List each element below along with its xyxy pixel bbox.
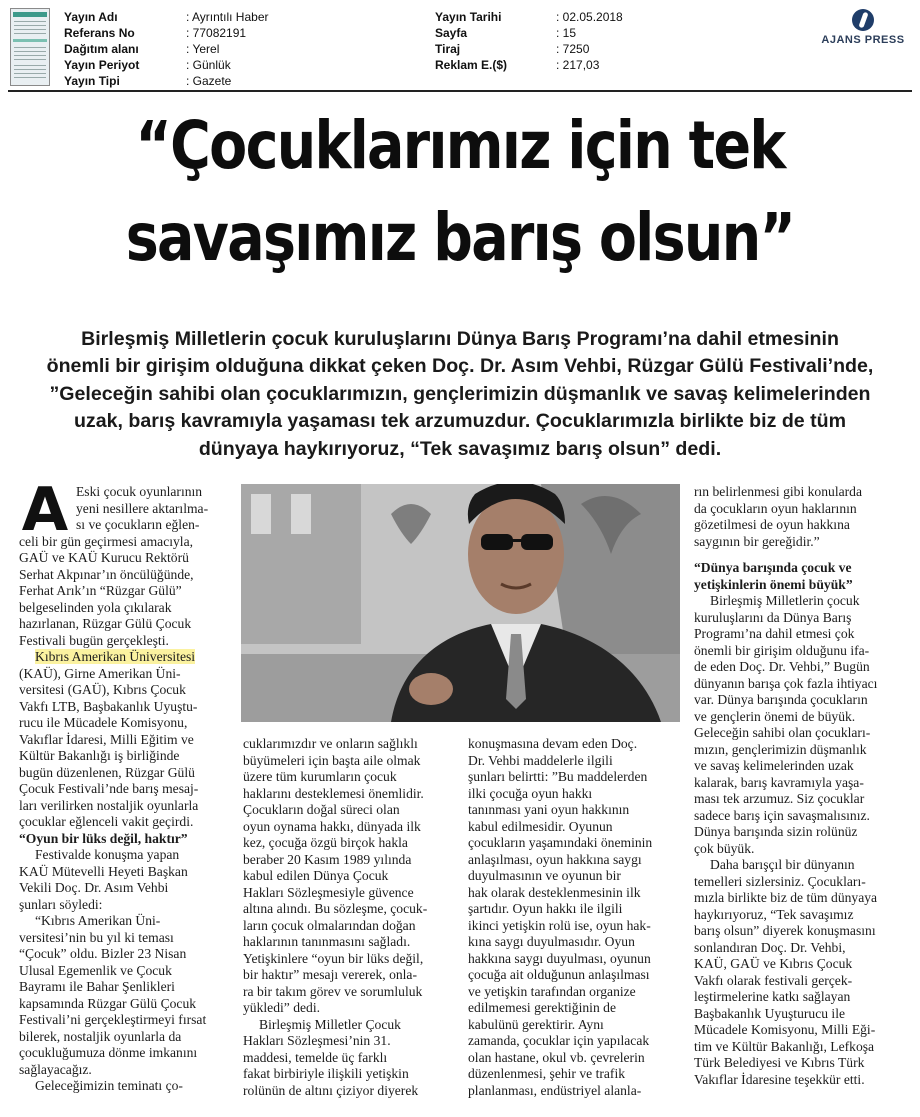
text-line: çocukların yaşamındaki öneminin <box>468 835 653 850</box>
meta-value: : 217,03 <box>556 58 600 72</box>
text-line: sadece barış için savaşmalısınız. <box>694 807 870 823</box>
text-line: Yetişkinlere “oyun bir lüks değil, <box>243 950 424 966</box>
meta-value: : Gazete <box>186 74 232 88</box>
text-line: yükledi” dedi. <box>243 1000 321 1015</box>
ajans-press-logo-icon <box>852 9 874 31</box>
text-line: Birleşmiş Milletlerin çocuk <box>710 593 860 608</box>
text-line: rolünün de altını çiziyor diyerek <box>243 1082 419 1098</box>
text-line: de eden Doç. Dr. Vehbi,” Bugün <box>694 659 870 674</box>
lead-line: Birleşmiş Milletlerin çocuk kuruluşlarını Dünya Barış Programı’na dahil etmesinin <box>81 328 839 350</box>
text-line: cuklarımızdır ve onların sağlıklı <box>243 736 418 751</box>
text-line: Vakfı olarak festivali gerçek- <box>694 972 853 988</box>
text-line: Eski çocuk oyunlarının <box>76 484 203 499</box>
text-line: KAÜ, GAÜ ve Kıbrıs Çocuk <box>694 956 853 971</box>
meta-value: : 7250 <box>556 42 590 56</box>
text-line: düzenlenmesi, şehir ve trafik <box>468 1066 626 1081</box>
highlight-kau: Kıbrıs Amerikan Üniversitesi <box>35 649 196 664</box>
text-line: haklarını desteklemesi önemlidir. <box>243 785 424 801</box>
logo-text: AJANS PRESS <box>821 34 905 46</box>
column-1-intro <box>76 484 208 534</box>
article-photo[interactable] <box>241 484 680 722</box>
text-line: belgeselinden yola çıkılarak <box>19 599 172 615</box>
text-line: sı ve çocukların eğlen- <box>76 517 200 532</box>
text-line: Dünya barışında sizin rolünüz <box>694 824 858 839</box>
text-line: “Kıbrıs Amerikan Üni- <box>35 913 161 928</box>
text-line: Çocuk Festivali’nde barış mesaj- <box>19 781 199 796</box>
text-line: tim ve Kültür Bakanlığı, Lefkoşa <box>694 1038 875 1054</box>
text-line: ların çocuk olmalarından doğan <box>243 917 416 933</box>
text-line: kuruluşlarını da Dünya Barış <box>694 609 852 625</box>
text-line: barış olsun” diyerek konuşmasını <box>694 923 876 938</box>
text-line: kabulünü gerektirir. Aynı <box>468 1016 604 1032</box>
text-line: ra bir takım görev ve sorumluluk <box>243 983 423 999</box>
newspaper-thumbnail[interactable] <box>10 8 50 86</box>
text-line: “Çocuk” oldu. Bizler 23 Nisan <box>19 946 187 961</box>
text-line: dünyanın barışa çok fazla ihtiyacı <box>694 675 878 691</box>
text-line: rın belirlenmesi gibi konularda <box>694 484 862 499</box>
text-line: Kültür Bakanlığı iş birliğinde <box>19 748 180 763</box>
column-4 <box>694 484 877 1088</box>
text-line: ve gençlerin önemi de büyük. <box>694 708 856 724</box>
meta-label: Yayın Periyot <box>64 58 140 72</box>
spacer <box>694 550 877 560</box>
lead-line: dünyaya haykırıyoruz, “Tek savaşımız barış olsun” dedi. <box>198 437 722 460</box>
meta-label: Sayfa <box>435 26 468 40</box>
text-line: duyulmasının ve oyunun bir <box>468 868 621 883</box>
text-line: Serhat Akpınar’ın öncülüğünde, <box>19 566 194 582</box>
text-line: çocukluğumuza dönme imkanını <box>19 1045 198 1060</box>
text-line: fakat birbiriyle ilişkili yetişkin <box>243 1066 409 1081</box>
text-line: Vakıflar İdaresine teşekkür etti. <box>694 1071 865 1087</box>
text-line: maddesi, temelde üç farklı <box>243 1049 388 1065</box>
meta-label: Dağıtım alanı <box>64 42 139 56</box>
text-line: Geleceğimizin teminatı ço- <box>35 1078 183 1093</box>
text-line: Vekili Doç. Dr. Asım Vehbi <box>19 880 169 895</box>
text-line: yeni nesillere aktarılma- <box>76 500 209 516</box>
meta-label: Reklam E.($) <box>435 58 508 72</box>
text-line: önemli bir girişim olduğunu ifa- <box>694 642 870 658</box>
text-line: versitesi’nin bu yıl ki teması <box>19 929 174 945</box>
subheading-oyun: “Oyun bir lüks değil, haktır” <box>19 830 188 846</box>
text-line: Ferhat Arık’ın “Rüzgar Gülü” <box>19 583 182 598</box>
text-line: kabul edilen Dünya Çocuk <box>243 868 389 883</box>
text-line: leştirmelerine katkı sağlayan <box>694 989 851 1004</box>
meta-value: : Yerel <box>186 42 220 56</box>
meta-value: : 02.05.2018 <box>556 10 623 24</box>
highlighted-line <box>19 649 206 666</box>
text-line: hakkına saygı duyulması, oyunun <box>468 950 651 966</box>
meta-value: : Günlük <box>186 58 231 72</box>
text-line: ilki çocuğa oyun hakkı <box>468 785 593 801</box>
text-line: bir haktır” mesajı vererek, onla- <box>243 967 417 982</box>
lead-line: uzak, barış kavramıyla yaşaması tek arzumuzdur. Çocuklarımızla birlikte biz de tüm <box>73 410 847 433</box>
text-line: oyun oynama hakkı, dünyada ilk <box>243 818 421 834</box>
header-divider <box>8 90 912 92</box>
text-line: tanınması yani oyun hakkının <box>468 802 630 817</box>
text-line: şartıdır. Oyun hakkı ile ilgili <box>468 901 623 916</box>
text-line: zamanda, çocuklar için yapılacak <box>468 1033 650 1048</box>
column-1 <box>19 534 206 1095</box>
text-line: sağlayacağız. <box>19 1061 92 1077</box>
ajans-press-logo[interactable] <box>818 9 908 49</box>
text-line: Başbakanlık Uyuşturucu ile <box>694 1005 846 1021</box>
meta-label: Yayın Tarihi <box>435 10 502 24</box>
headline-line-2: savaşımız barış olsun” <box>125 199 795 276</box>
text-line: KAÜ Mütevelli Heyeti Başkan <box>19 863 188 879</box>
text-line: Mücadele Komisyonu, Milli Eği- <box>694 1022 876 1037</box>
text-line: saygının bir gereğidir.” <box>694 533 820 549</box>
text-line: Türk Belediyesi ve Kıbrıs Türk <box>694 1055 865 1070</box>
lead-line: ”Geleceğin sahibi olan çocuklarımızın, gençlerimizin düşmanlık ve savaş kelimelerinden <box>49 382 871 405</box>
text-line: Bayramı ile Bahar Şenlikleri <box>19 979 175 994</box>
text-line: ve savaş kelimelerinden uzak <box>694 758 854 773</box>
text-line: da çocukların oyun haklarının <box>694 500 857 516</box>
text-line: haykırıyoruz, “Tek savaşımız <box>694 906 854 922</box>
meta-label: Yayın Tipi <box>64 74 120 88</box>
text-line: Hakları Sözleşmesi’nin 31. <box>243 1033 391 1048</box>
meta-label: Tiraj <box>435 42 461 56</box>
text-line: GAÜ ve KAÜ Kurucu Rektörü <box>19 550 189 565</box>
lead-line: önemli bir girişim olduğuna dikkat çeken Doç. Dr. Asım Vehbi, Rüzgar Gülü Festivali’nde, <box>46 355 874 378</box>
text-line: büyümeleri için başta aile olmak <box>243 752 421 768</box>
text-line: hak olarak desteklenmesinin ilk <box>468 884 641 900</box>
text-line: şunları belirtti: ”Bu maddelerden <box>468 769 648 784</box>
text-line: ması tek arzumuz. Siz çocuklar <box>694 791 865 806</box>
text-line: planlanması, endüstriyel alanla- <box>468 1082 642 1098</box>
text-line: kabul edilmesidir. Oyunun <box>468 818 613 834</box>
text-line: Vakfı LTB, Başbakanlık Uyuştu- <box>19 698 198 714</box>
text-line: rucu ile Mücadele Komisyonu, <box>19 715 188 730</box>
text-line: Dr. Vehbi maddelerle ilgili <box>468 752 613 768</box>
text-line: şunları söyledi: <box>19 896 103 912</box>
text-line: altına alındı. Bu sözleşme, çocuk- <box>243 901 428 916</box>
text-line: Daha barışçıl bir dünyanın <box>710 857 855 872</box>
text-line: olan hastane, okul vb. çevrelerin <box>468 1049 645 1065</box>
subheading-dunya-barisi: “Dünya barışında çocuk ve <box>694 560 852 575</box>
text-line: sonlandıran Doç. Dr. Vehbi, <box>694 939 846 955</box>
column-2 <box>243 736 427 1099</box>
text-line: mızla birlikte biz de tüm dünyaya <box>694 890 878 905</box>
meta-value: : Ayrıntılı Haber <box>186 10 269 24</box>
drop-cap: A <box>21 475 69 545</box>
text-line: haklarının tanınmasını sağladı. <box>243 934 411 949</box>
text-line: Hakları Sözleşmesiyle güvence <box>243 884 414 900</box>
text-line: Vakıflar İdaresi, Milli Eğitim ve <box>19 731 194 747</box>
meta-label: Yayın Adı <box>64 10 118 24</box>
text-line: kapsamında Rüzgar Gülü Çocuk <box>19 995 197 1011</box>
text-line: çocuğa ait olduğunun anlaşılması <box>468 967 650 982</box>
text-line: mızın, gençlerimizin düşmanlık <box>694 741 867 757</box>
column-3 <box>468 736 652 1099</box>
text-line: çok büyük. <box>694 840 755 856</box>
text-line: versitesi (GAÜ), Kıbrıs Çocuk <box>19 682 186 697</box>
meta-value: : 15 <box>556 26 577 40</box>
text-line: çocuklar eğlenceli vakit geçirdi. <box>19 814 194 829</box>
text-line: üzere tüm kurumların çocuk <box>243 769 397 784</box>
lead-paragraph <box>20 326 900 463</box>
text-line: hazırlanan, Rüzgar Gülü Çocuk <box>19 616 192 631</box>
text-line: bilerek, nostaljik oyunlarla da <box>19 1028 182 1044</box>
text-line: Ulusal Egemenlik ve Çocuk <box>19 962 172 978</box>
text-line: temelleri sizlersiniz. Çocukları- <box>694 873 866 889</box>
text-line: anlaşılması, oyun hakkına saygı <box>468 851 642 867</box>
text-line: kalarak, barış kavramıyla yaşa- <box>694 774 864 790</box>
clipping-header <box>0 0 920 92</box>
subheading-dunya-barisi: yetişkinlerin önemi büyük” <box>694 576 853 592</box>
text-line: Birleşmiş Milletler Çocuk <box>259 1016 401 1032</box>
text-line: kez, çocuğa özgü birçok hakla <box>243 835 408 850</box>
text-line: Festivali bugün gerçekleşti. <box>19 632 169 648</box>
text-line: Çocukların doğal süreci olan <box>243 802 400 817</box>
headline-line-1: “Çocuklarımız için tek <box>135 107 785 184</box>
text-line: ları verilirken nostaljik oyunlarla <box>19 797 199 813</box>
text-line: konuşmasına devam eden Doç. <box>468 736 638 751</box>
text-line: var. Dünya barışında çocukların <box>694 692 868 707</box>
text-line: edilmemesi gerektiğinin de <box>468 1000 616 1015</box>
text-line: gözetilmesi de oyun hakkına <box>694 517 850 532</box>
text-line: Geleceğin sahibi olan çocukları- <box>694 725 871 740</box>
text-line: beraber 20 Kasım 1989 yılında <box>243 851 412 867</box>
text-line: ikinci yetişkin rolü ise, oyun hak- <box>468 917 651 933</box>
text-line: kına saygı duyulmasıdır. Oyun <box>468 934 635 949</box>
text-line: celi bir gün geçirmesi amacıyla, <box>19 533 194 549</box>
text-line: ve yetişkin tarafından organize <box>468 983 636 999</box>
meta-label: Referans No <box>64 26 135 40</box>
photo-illustration <box>241 484 680 722</box>
text-line: Festivali’ni gerçekleştirmeyi fırsat <box>19 1012 207 1027</box>
text-line: Programı’na dahil etmesi çok <box>694 626 855 641</box>
meta-value: : 77082191 <box>186 26 247 40</box>
text-line: Festivalde konuşma yapan <box>35 847 180 862</box>
text-line: bugün düzenlenen, Rüzgar Gülü <box>19 764 195 780</box>
text-line: (KAÜ), Girne Amerikan Üni- <box>19 665 181 681</box>
